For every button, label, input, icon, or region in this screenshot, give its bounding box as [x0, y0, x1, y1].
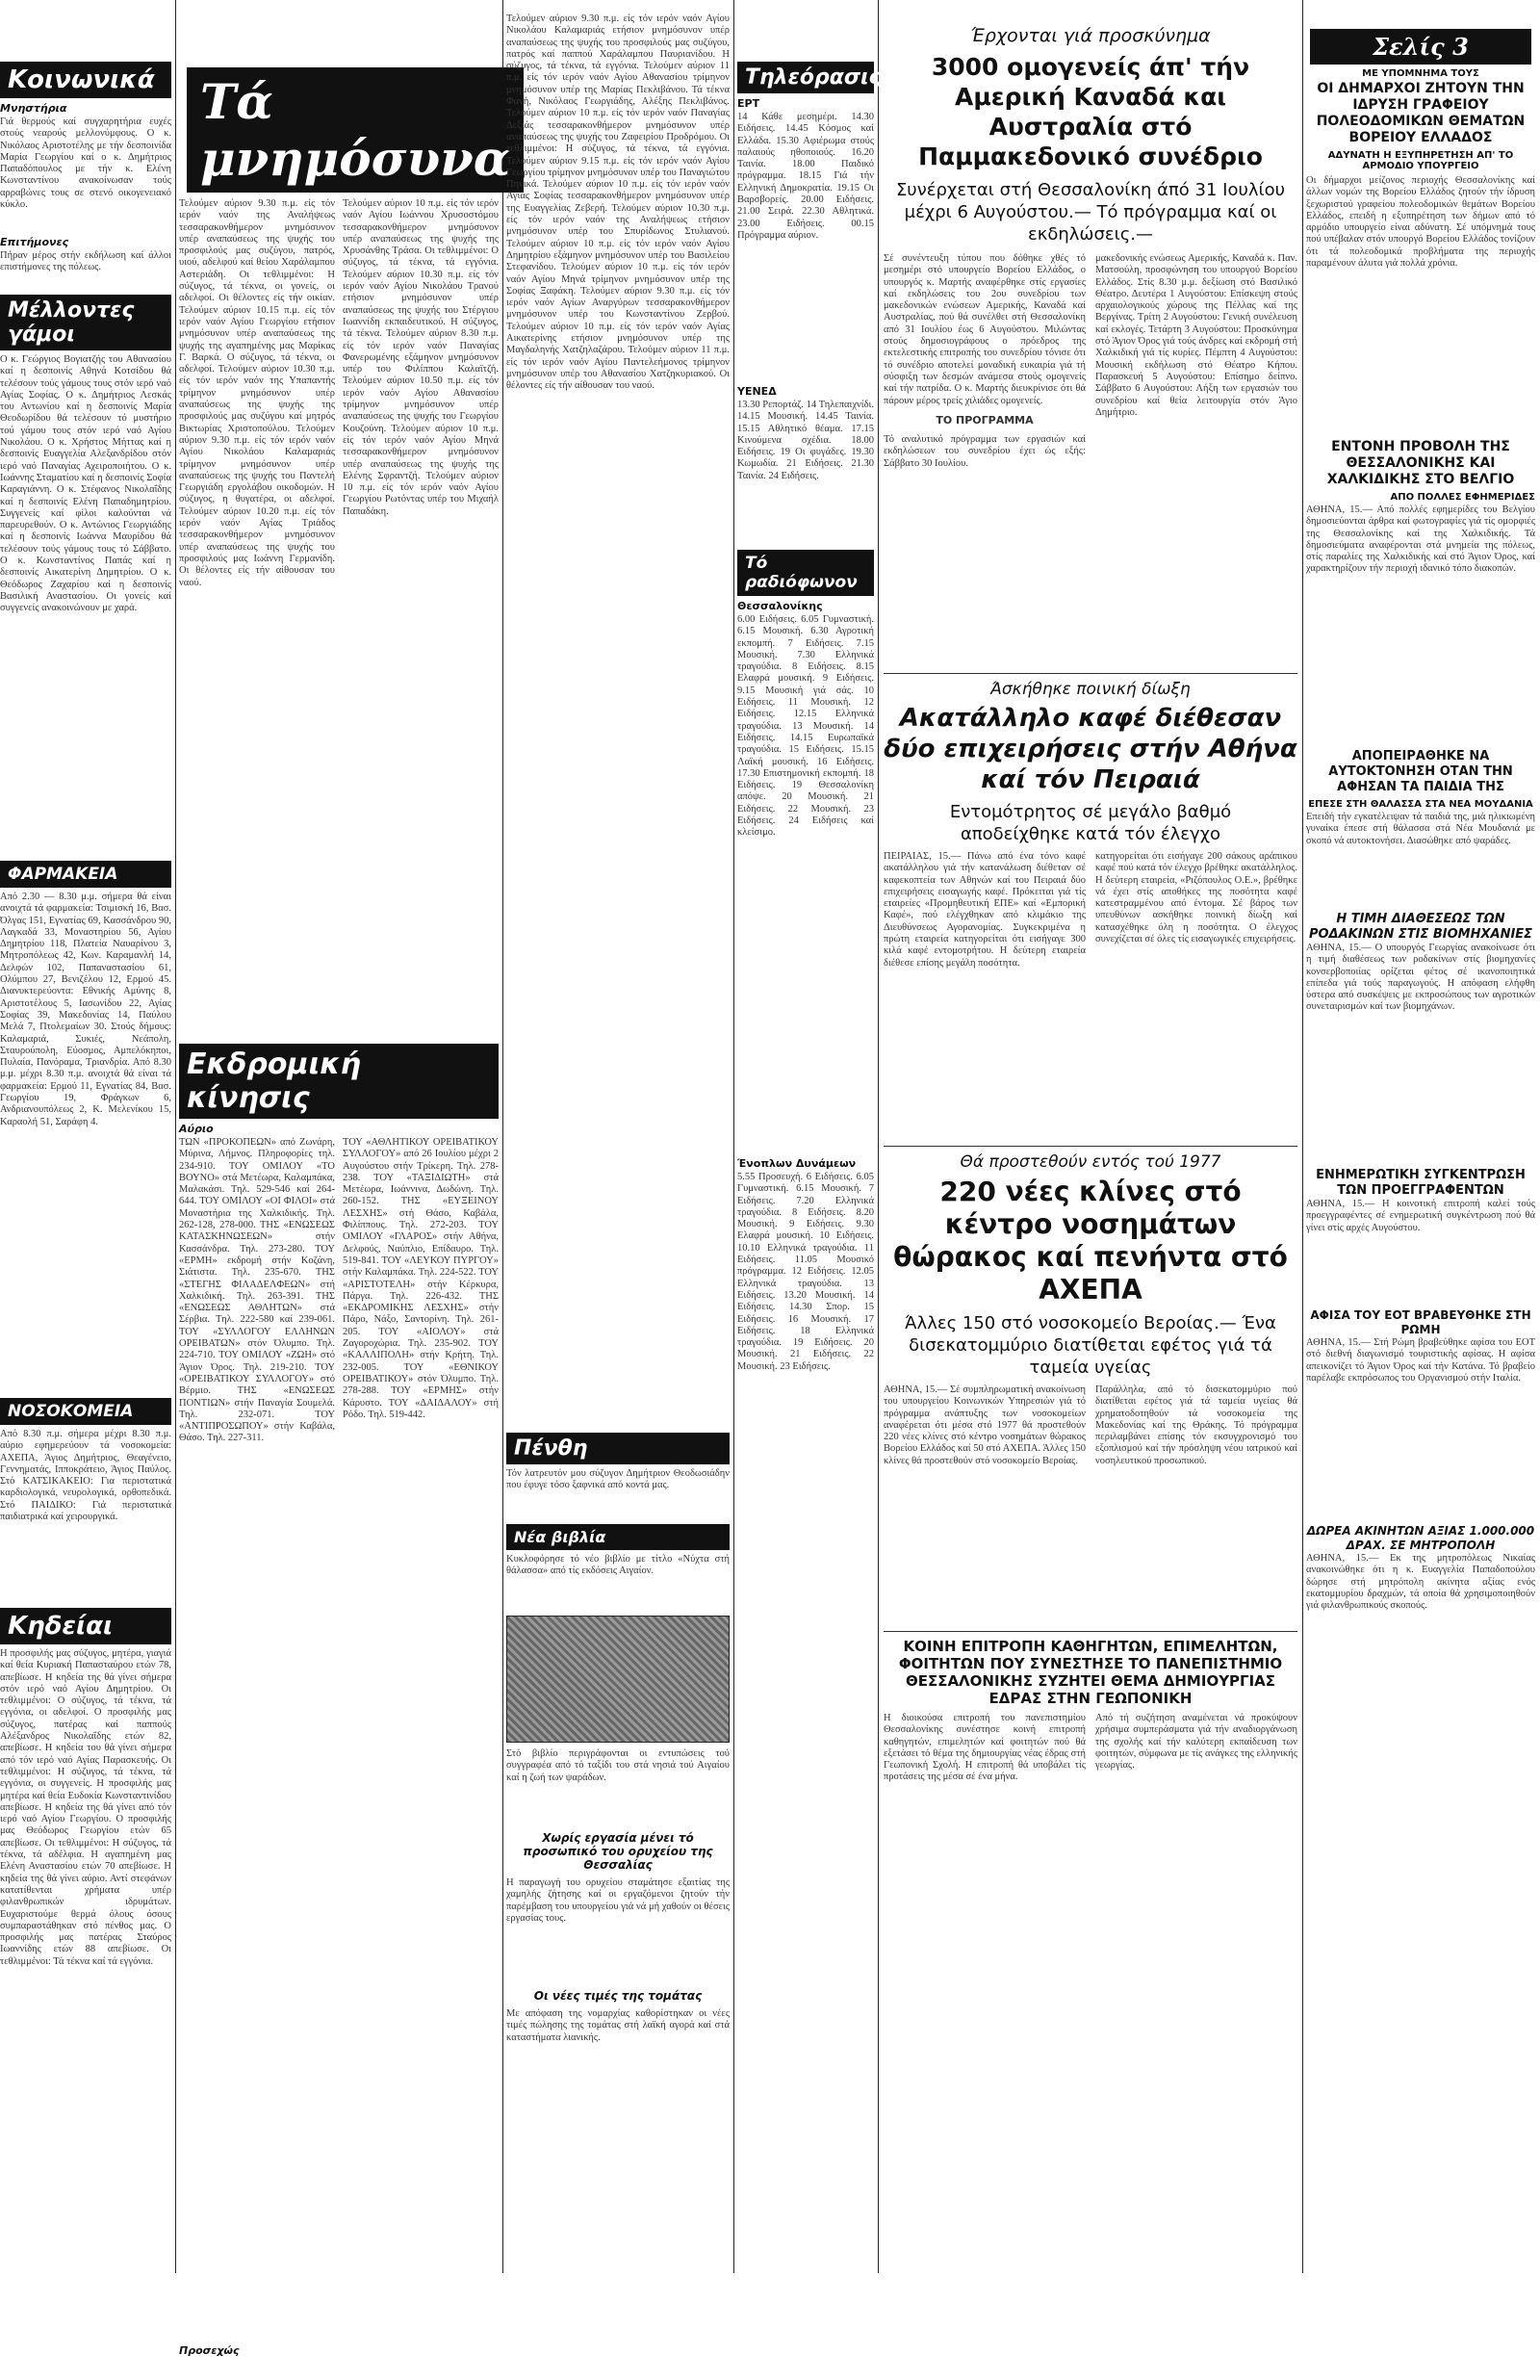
tileorasis-header: Τηλεόρασις: [737, 62, 874, 93]
divider: [884, 1146, 1297, 1147]
text-block: Από 2.30 — 8.30 μ.μ. σήμερα θά είναι ανοιχτά τά φαρμακεία: Τσιμισκή 16, Βασ. Όλγας 151, Εγνατίας 69, Κασσάνδρου 90, Λαγκαδά 33, Μοναστηρίου 56, Αγίου Δημητρίου 118, Πλατεία Ναυαρίνου 3, Μητροπόλεως 42, Κων. Καραμανλή 14, Δελφών 102, Παπαναστασίου 61, Ολύμπου 27, Βενιζέλου 12, Ερμού 45. Διανυκτερεύοντα: Εθνικής Αμύνης 8, Αριστοτέλους 5, Ιασωνίδου 22, Αγίας Σοφίας 39, Μακεδονίας 14, Παύλου Μελά 7, Πτολεμαίων 30. Στούς δήμους: Καλαμαριά, Συκιές, Νεάπολη, Σταυρούπολη, Εύοσμος, Αμπελόκηποι, Πυλαία, Πανόραμα, Τριανδρία. Από 8.30 μ.μ. μέχρι 8.30 π.μ. ανοιχτά θά είναι τά φαρμακεία: Ερμού 11, Εγνατίας 84, Βασ. Γεωργίου 19, Φράγκων 6, Ανδριανουπόλεως 2, Κ. Μελενίκου 15, Καραολή 51, Σαράφη 4.: [0, 892, 171, 1127]
text-block: Σέ συνέντευξη τύπου που δόθηκε χθές τό μεσημέρι στό υπουργείο Βορείου Ελλάδος, ο υπουργός κ. Μαρτής αναφέρθηκε στίς εργασίες καί εκδηλώσεις του 2ου συνεδρίου των μακεδονικών ενώσεων Αμερικής, Καναδά καί Αυστραλίας, πού θά συνέλθει στή Θεσσαλονίκη από 31 Ιουλίου έως 6 Αυγούστου. Μιλώντας στούς δημοσιογράφους ο πρόεδρος της εκτελεστικής επιτροπής του συνεδρίου τόνισε ότι τό συνέδριο αποτελεί μοναδική ευκαιρία γιά τή σύσφιξη των δεσμών ανάμεσα στούς ομογενείς καί τήν πατρίδα. Ο κ. Μαρτής διευκρίνισε ότι θά πάρουν μέρος τρείς χιλιάδες ομογενείς. ΤΟ ΠΡΟΓΡΑΜΜΑ Τό αναλυτικό πρόγραμμα των εργασιών καί εκδηλώσεων του συνεδρίου έχει ώς εξής: Σάββατο 30 Ιουλίου.: [884, 253, 1086, 469]
chores-ergasia-head: Χωρίς εργασία μένει τό προσωπικό του ορυχείου της Θεσσαλίας: [523, 1831, 713, 1872]
text-block: μακεδονικής ενώσεως Αμερικής, Καναδά κ. Παν. Ματσούλη, προσφώνηση του υπουργού Βορείου Ελλάδος. Στίς 8.30 μ.μ. δεξίωση στό Βασιλικό Θέατρο. Δευτέρα 1 Αυγούστου: Επίσκεψη στούς αρχαιολογικούς χώρους της Πέλλας καί της Βεργίνας. Τρίτη 2 Αυγούστου: Γενική συνέλευση καί εκλογές. Τετάρτη 3 Αυγούστου: Προσκύνημα στό Άγιον Όρος γιά τούς άνδρες καί εκδρομή στή Χαλκιδική γιά τίς κυρίες. Πέμπτη 4 Αυγούστου: Μουσική εκδήλωση στό Θέατρο Κήπου. Παρασκευή 5 Αυγούστου: Επίσημο δείπνο. Σάββατο 6 Αυγούστου: Λήξη των εργασιών του συνεδρίου καί θεία λειτουργία στόν Άγιο Δημήτριο.: [1095, 253, 1297, 418]
mnistiria-subhead: Μνηστήρια: [0, 102, 67, 115]
text-block: Η διοικούσα επιτροπή του πανεπιστημίου Θεσσαλονίκης συνέστησε κοινή επιτροπή καθηγητών, επιμελητών καί φοιτητών πού θά εξετάσει τό θέμα της δημιουργίας νέας έδρας στή Γεωπονική Σχολή. Η επιτροπή θά υποβάλει τίς προτάσεις της μέσα σέ ένα μήνα.: [884, 1713, 1086, 1783]
headline-geoponiki: ΚΟΙΝΗ ΕΠΙΤΡΟΠΗ ΚΑΘΗΓΗΤΩΝ, ΕΠΙΜΕΛΗΤΩΝ, ΦΟΙΤΗΤΩΝ ΠΟΥ ΣΥΝΕΣΤΗΣΕ ΤΟ ΠΑΝΕΠΙΣΤΗΜΙΟ ΘΕΣΣΑΛΟΝΙΚΗΣ ΣΥΖΗΤΕΙ ΘΕΜΑ ΔΗΜΙΟΥΡΓΙΑΣ ΕΔΡΑΣ ΣΤΗΝ ΓΕΩΠΟΝΙΚΗ: [898, 1638, 1283, 1707]
sub-dimarchoi: ΑΔΥΝΑΤΗ Η ΕΞΥΠΗΡΕΤΗΣΗ ΑΠ' ΤΟ ΑΡΜΟΔΙΟ ΥΠΟΥΡΓΕΙΟ: [1327, 150, 1514, 171]
column-news: [884, 0, 1297, 2273]
subhead-kafe: Εντομότρητος σέ μεγάλο βαθμό αποδείχθηκε κατά τόν έλεγχο: [949, 802, 1232, 844]
column-rule: [878, 0, 879, 2273]
head-afisa: ΑΦΙΣΑ ΤΟΥ ΕΟΤ ΒΡΑΒΕΥΘΗΚΕ ΣΤΗ ΡΩΜΗ: [1310, 1308, 1531, 1336]
ekdromiki-header: Εκδρομική κίνησις: [179, 1044, 499, 1119]
column-memorials: [179, 0, 511, 2357]
nosokomeia-header: ΝΟΣΟΚΟΜΕΙΑ: [0, 1398, 171, 1425]
text-block: ΤΟΥ «ΑΘΛΗΤΙΚΟΥ ΟΡΕΙΒΑΤΙΚΟΥ ΣΥΛΛΟΓΟΥ» από 26 Ιουλίου μέχρι 2 Αυγούστου στήν Τρίκερη. Τηλ. 278-238. ΤΟΥ «ΤΑΞΙΔΙΩΤΗ» στά Μετέωρα, Ιωάννινα, Δωδώνη. Τηλ. 260-152. ΤΗΣ «ΕΥΞΕΙΝΟΥ ΛΕΣΧΗΣ» στή Θάσο, Καβάλα, Φιλίππους. Τηλ. 272-203. ΤΟΥ ΟΜΙΛΟΥ «ΓΛΑΡΟΣ» στήν Αθήνα, Δελφούς, Ναύπλιο, Επίδαυρο. Τηλ. 519-841. ΤΟΥ «ΛΕΥΚΟΥ ΠΥΡΓΟΥ» στήν Καλαμπάκα. Τηλ. 224-522. ΤΟΥ «ΑΡΙΣΤΟΤΕΛΗ» στήν Κέρκυρα, Πάργα. Τηλ. 226-432. ΤΗΣ «ΕΚΔΡΟΜΙΚΗΣ ΛΕΣΧΗΣ» στήν Πάρο, Νάξο, Σαντορίνη. Τηλ. 261-205. ΤΟΥ «ΑΙΟΛΟΥ» στά Ζαγοροχώρια. Τηλ. 235-902. ΤΟΥ «ΚΑΛΛΙΠΟΛΗ» στήν Κρήτη. Τηλ. 232-005. ΤΟΥ «ΕΘΝΙΚΟΥ ΟΡΕΙΒΑΤΙΚΟΥ» στόν Όλυμπο. Τηλ. 278-288. ΤΟΥ «ΕΡΜΗΣ» στήν Κάρυστο. ΤΟΥ «ΔΑΙΔΑΛΟΥ» στή Ρόδο. Τηλ. 519-442.: [343, 1137, 499, 1420]
text-block: Πήραν μέρος στήν εκδήλωση καί άλλοι επιστήμονες της πόλεως.: [0, 250, 171, 273]
column-rule: [1302, 0, 1303, 2273]
column-memorials-cont: [506, 0, 730, 2273]
kicker-omogeneis: Έρχονται γιά προσκύνημα: [970, 25, 1211, 46]
headline-klines: 220 νέες κλίνες στό κέντρο νοσημάτων θώρακος καί πενήντα στό ΑΧΕΠΑ: [893, 1176, 1288, 1306]
enoplon-label: Ένοπλων Δυνάμεων: [737, 1157, 857, 1170]
text-block: ΑΘΗΝΑ, 15.— Σέ συμπληρωματική ανακοίνωση του υπουργείου Κοινωνικών Υπηρεσιών γιά τό πρόγραμμα ανάπτυξης των νοσοκομείων αναφέρεται ότι μέσα στό 1977 θά προστεθούν 220 νέες κλίνες στό κέντρο νοσημάτων θώρακος Βορείου Ελλάδος καί 50 στό ΑΧΕΠΑ. Άλλες 150 κλίνες θά προστεθούν στό νοσοκομείο Βεροίας.: [884, 1384, 1086, 1466]
sub-velgio: ΑΠΟ ΠΟΛΛΕΣ ΕΦΗΜΕΡΙΔΕΣ: [1390, 492, 1535, 503]
text-block: Ο κ. Γεώργιος Βογιατζής του Αθανασίου καί η δεσποινίς Αθηνά Κοτσίδου θά τελέσουν τούς γάμους τους στόν ιερό ναό Αγίας Σοφίας. Ο κ. Δημήτριος Λεσκάς του Αντωνίου καί η δεσποινίς Μαρία Θεοδωρίδου θά τελέσουν τό μυστήριο τού γάμου τους στόν ιερό ναό Αγίου Νικολάου. Ο κ. Χρήστος Μήττας καί η δεσποινίς Ευαγγελία Αλεξανδρίδου στόν ιερό ναό Παναγίας Αχειροποιήτου. Ο κ. Ιωάννης Σταματίου καί η δεσποινίς Σοφία Καραγιάννη. Ο κ. Στέφανος Νικολαΐδης καί η δεσποινίς Ελένη Παπαδημητρίου. Συγγενείς καί φίλοι καλούνται νά παρευρεθούν. Ο κ. Αντώνιος Γεωργιάδης καί η δεσποινίς Ιωάννα Μαυρίδου θά τελέσουν τούς γάμους τους τό Σάββατο. Ο κ. Κωνσταντίνος Παπάς καί η δεσποινίς Αικατερίνη Δημητρίου. Ο κ. Θεόδωρος Ζαχαρίου καί η δεσποινίς Βασιλική Αναστασίου. Οι γονείς καί συγγενείς ανακοινώνουν με χαρά.: [0, 354, 171, 614]
yened-label: ΥΕΝΕΔ: [737, 385, 777, 398]
text-block: Τελούμεν αύριον 9.30 π.μ. είς τόν ιερόν ναόν της Αναλήψεως τεσσαρακονθήμερον μνημόσυνον υπέρ αναπαύσεως της ψυχής του προσφιλούς μας συζύγου, πατρός, υιού, αδελφού καί θείου Χαράλαμπου Αστεριάδη. Οι τεθλιμμένοι: Η σύζυγος, τά τέκνα, οι γονείς, οι αδελφοί. Οι θέλοντες είς τήν οικίαν. Τελούμεν αύριον 10.15 π.μ. είς τόν ιερόν ναόν Αγίου Γεωργίου ετήσιον μνημόσυνον υπέρ αναπαύσεως της ψυχής της αγαπημένης μας Μαρίκας Γ. Βαρκά. Ο σύζυγος, τά τέκνα, οι αδελφοί. Τελούμεν αύριον 10.30 π.μ. είς τόν ιερόν ναόν της Υπαπαντής τρίμηνον μνημόσυνον υπέρ αναπαύσεως της ψυχής της προσφιλούς μας συζύγου καί μητρός Βικτωρίας Χριστοπούλου. Τελούμεν αύριον 9.30 π.μ. είς τόν ιερόν ναόν Αγίου Νικολάου Καλαμαριάς τρίμηνον μνημόσυνον υπέρ αναπαύσεως της ψυχής του Παντελή Γεωργιάδη εργολάβου οικοδομών. Η σύζυγος, η θυγατέρα, οι αδελφοί. Τελούμεν αύριον 10.20 π.μ. είς τόν ιερόν ναόν Αγίας Τριάδος τεσσαρακονθήμερον μνημόσυνον υπέρ αναπαύσεως της ψυχής του προσφιλούς μας Ιωάννη Γερμανίδη. Οι θέλοντες είς τήν αίθουσαν του ναού.: [179, 198, 335, 588]
text-block: 14 Κάθε μεσημέρι. 14.30 Ειδήσεις. 14.45 Κόσμος καί Ελλάδα. 15.30 Αφιέρωμα στούς παλαιούς ηθοποιούς. 16.20 Ταινία. 18.00 Παιδικό πρόγραμμα. 18.15 Γιά τήν Ελληνική Δημοκρατία. 19.15 Οι Βαρσβορείς. 20.00 Ειδήσεις. 21.00 Σειρά. 22.30 Αθλητικά. 23.00 Ειδήσεις. 00.15 Πρόγραμμα αύριον.: [737, 112, 874, 241]
koinonika-header: Κοινωνικά: [0, 62, 171, 98]
column-right: [1306, 0, 1535, 2273]
nees-times-head: Οι νέες τιμές της τομάτας: [533, 1989, 703, 2003]
headline-omogeneis: 3000 ομογενείς άπ' τήν Αμερική Καναδά και Αυστραλία στό Παμμακεδονικό συνέδριο: [918, 53, 1263, 170]
text-block: ΤΩΝ «ΠΡΟΚΟΠΕΩΝ» από Ζωνάρη, Μύρινα, Λήμνος. Πληροφορίες τηλ. 234-910. ΤΟΥ ΟΜΙΛΟΥ «ΤΟ ΒΟΥΝΟ» στά Μετέωρα, Καλαμπάκα, Μαλακάσι. Τηλ. 529-546 καί 264-644. ΤΟΥ ΟΜΙΛΟΥ «ΟΙ ΦΙΛΟΙ» στά Μοναστήρια της Χαλκιδικής. Τηλ. 262-128, 278-000. ΤΗΣ «ΕΝΩΣΕΩΣ ΚΑΤΑΣΚΗΝΩΣΕΩΝ» στήν Κασσάνδρα. Τηλ. 273-280. ΤΟΥ «ΕΡΜΗ» εκδρομή στήν Κοζάνη, Σιάτιστα. Τηλ. 235-670. ΤΗΣ «ΣΤΕΓΗΣ ΦΙΛΑΔΕΛΦΕΩΝ» στή Χαλκιδική. Τηλ. 263-391. ΤΗΣ «ΕΝΩΣΕΩΣ ΑΘΛΗΤΩΝ» στά Σέρβια. Τηλ. 222-580 καί 239-061. ΤΟΥ «ΣΥΛΛΟΓΟΥ ΕΛΛΗΝΩΝ ΟΡΕΙΒΑΤΩΝ» στόν Όλυμπο. Τηλ. 224-710. ΤΟΥ ΟΜΙΛΟΥ «ΖΩΗ» στό Άγιον Όρος. Τηλ. 219-210. ΤΟΥ «ΟΡΕΙΒΑΤΙΚΟΥ ΣΥΛΛΟΓΟΥ» στό Βέρμιο. ΤΗΣ «ΕΝΩΣΕΩΣ ΠΟΝΤΙΩΝ» στήν Παναγία Σουμελά. Τηλ. 232-071. ΤΟΥ «ΑΝΤΙΠΡΟΣΩΠΟΥ» στήν Καβάλα, Θάσο. Τηλ. 227-311.: [179, 1137, 335, 1444]
divider: [884, 1631, 1297, 1632]
head-rodakina: Η ΤΙΜΗ ΔΙΑΘΕΣΕΩΣ ΤΩΝ ΡΟΔΑΚΙΝΩΝ ΣΤΙΣ ΒΙΟΜΗΧΑΝΙΕΣ: [1308, 912, 1533, 942]
subhead-klines: Άλλες 150 στό νοσοκομείο Βεροίας.— Ένα δισεκατομμύριο διατίθεται εφέτος γιά τά ταμεία υγείας: [905, 1313, 1276, 1378]
head-dorea: ΔΩΡΕΑ ΑΚΙΝΗΤΩΝ ΑΞΙΑΣ 1.000.000 ΔΡΑΧ. ΣΕ ΜΗΤΡΟΠΟΛΗ: [1306, 1524, 1535, 1552]
head-proeggrafenton: ΕΝΗΜΕΡΩΤΙΚΗ ΣΥΓΚΕΝΤΡΩΣΗ ΤΩΝ ΠΡΟΕΓΓΡΑΦΕΝΤΩΝ: [1316, 1168, 1526, 1198]
divider: [884, 673, 1297, 674]
head-dimarchoi: ΟΙ ΔΗΜΑΡΧΟΙ ΖΗΤΟΥΝ ΤΗΝ ΙΔΡΥΣΗ ΓΡΑΦΕΙΟΥ ΠΟΛΕΟΔΟΜΙΚΩΝ ΘΕΜΑΤΩΝ ΒΟΡΕΙΟΥ ΕΛΛΑΔΟΣ: [1316, 81, 1526, 145]
nea-biblia-header: Νέα βιβλία: [506, 1524, 730, 1550]
text-block: ΑΘΗΝΑ, 15.— Στή Ρώμη βραβεύθηκε αφίσα του ΕΟΤ στό διεθνή διαγωνισμό τουριστικής αφίσας. Η αφίσα απεικονίζει τό Άγιον Όρος καί τήν Κατάνα. Τό βραβείο παρέλαβε εκπρόσωπος του Οργανισμού στήν Ιταλία.: [1306, 1337, 1535, 1384]
programma-subhead: ΤΟ ΠΡΟΓΡΑΜΜΑ: [936, 413, 1034, 427]
thessalonikis-label: Θεσσαλονίκης: [737, 600, 823, 612]
head-velgio: ΕΝΤΟΝΗ ΠΡΟΒΟΛΗ ΤΗΣ ΘΕΣΣΑΛΟΝΙΚΗΣ ΚΑΙ ΧΑΛΚΙΔΙΚΗΣ ΣΤΟ ΒΕΛΓΙΟ: [1326, 439, 1515, 487]
column-rule: [502, 0, 503, 2273]
kicker-kafe: Άσκήθηκε ποινική δίωξη: [990, 680, 1191, 699]
text-block: 5.55 Προσευχή. 6 Ειδήσεις. 6.05 Γυμναστική. 6.15 Μουσική. 7 Ειδήσεις. 7.20 Ελληνικά τραγούδια. 8 Ειδήσεις. 8.20 Μουσική. 9 Ειδήσεις. 9.30 Ελαφρά μουσική. 10 Ειδήσεις. 10.10 Ελληνικά τραγούδια. 11 Ειδήσεις. 11.05 Μουσικό πρόγραμμα. 12 Ειδήσεις. 12.05 Ελληνικά τραγούδια. 13 Ειδήσεις. 13.20 Μουσική. 14 Ειδήσεις. 14.30 Σπορ. 15 Ειδήσεις. 16 Μουσική. 17 Ειδήσεις. 18 Ελληνικά τραγούδια. 19 Ειδήσεις. 20 Μουσική. 21 Ειδήσεις. 22 Μουσική. 23 Ειδήσεις.: [737, 1172, 874, 1372]
prosechos-subhead: Προσεχώς: [179, 2344, 240, 2357]
column-broadcast: [737, 0, 882, 2273]
text-block: Τελούμεν αύριον 9.30 π.μ. είς τόν ιερόν ναόν Αγίου Νικολάου Καλαμαριάς ετήσιον μνημόσυνον υπέρ αναπαύσεως της ψυχής του προσφιλούς μας συζύγου, πατρός καί παππού Χαράλαμπου Παυριανίδου. Η σύζυγος, τά τέκνα, τά εγγόνια. Τελούμεν αύριον 11 π.μ. είς τόν ιερόν ναόν Αγίου Αθανασίου τρίμηνον μνημόσυνον υπέρ της Μαρίας Πεκλιβάνου. Τά τέκνα Φανή, Νικόλαος Γεωργιάδης, Αλέξης Πεκλιβάνος. Τελούμεν αύριον 10 π.μ. είς τόν ιερόν ναόν Παναγίας Δεξιάς τεσσαρακονθήμερον μνημόσυνον υπέρ αναπαύσεως της ψυχής του Ζαφειρίου Προδρόμου. Οι τεθλιμμένοι: Η σύζυγος, τά τέκνα, τά εγγόνια. Τελούμεν αύριον 9.15 π.μ. είς τόν ιερόν ναόν Αγίου Γεωργίου τρίμηνον μνημόσυνον υπέρ του Παναγιώτου Πηνικά. Τελούμεν αύριον 10 π.μ. είς τόν ιερόν ναόν Αγίας Σοφίας τεσσαρακονθήμερον μνημόσυνον υπέρ της Ευαγγελίας Ζεβερή. Τελούμεν αύριον 10.30 π.μ. είς τόν ιερόν ναόν της Αναλήψεως ετήσιον μνημόσυνον υπέρ του Σπυρίδωνος Στυλιανού. Τελούμεν αύριον 10 π.μ. είς τόν ιερόν ναόν Αγίου Δημητρίου εξάμηνον μνημόσυνον υπέρ του Βασιλείου Στεφανίδου. Τελούμεν αύριον 10 π.μ. είς τόν ιερόν ναόν Αγίου Μηνά τρίμηνον μνημόσυνον υπέρ της Σοφίας Ξαφάκη. Τελούμεν αύριον 9.30 π.μ. είς τόν ιερόν ναόν Αγίων Αναργύρων τεσσαρακονθήμερον μνημόσυνον υπέρ του Κωνσταντίνου Ζερβού. Τελούμεν αύριον 10 π.μ. είς τόν ιερόν ναόν Αγίας Αικατερίνης ετήσιον μνημόσυνον υπέρ της Μαγδαληνής Χατζηλαζάρου. Τελούμεν αύριον 11 π.μ. είς τόν ιερόν ναόν Αγίου Παντελεήμονος τρίμηνον μνημόσυνον υπέρ του Αθανασίου Χατζηκυριακού. Οι θέλοντες είς τήν αίθουσαν του ναού.: [506, 13, 730, 392]
head-autoktonia: ΑΠΟΠΕΙΡΑΘΗΚΕ ΝΑ ΑΥΤΟΚΤΟΝΗΣΗ ΟΤΑΝ ΤΗΝ ΑΦΗΣΑΝ ΤΑ ΠΑΙΔΙΑ ΤΗΣ: [1328, 749, 1513, 794]
text-block: ΑΘΗΝΑ, 15.— Εκ της μητροπόλεως Νικαίας ανακοινώθηκε ότι η κ. Ευαγγελία Παπαδοπούλου δώρησε στή μητρόπολη ακίνητα αξίας ενός εκατομμυρίου δραχμών, τά οποία θά χρησιμοποιηθούν γιά φιλανθρωπικούς σκοπούς.: [1306, 1553, 1535, 1612]
book-photo: [506, 1616, 730, 1743]
memo-label: ΜΕ ΥΠΟΜΝΗΜΑ ΤΟΥΣ: [1362, 68, 1479, 79]
text-block: κατηγορείται ότι εισήγαγε 200 σάκους αράπικου καφέ πού κατά τόν έλεγχο βρέθηκε ακατάλληλος. Η δεύτερη εταιρεία, «Ριζόπουλος Ο.Ε.», βρέθηκε νά έχει στίς αποθήκες της ποσότητα καφέ κατεστραμμένου από έντομα. Σέ βάρος των υπευθύνων ασκήθηκε ποινική δίωξη καί κατασχέθηκε όλη η ποσότητα. Ο έλεγχος συνεχίζεται σέ όλες τίς εισαγωγικές επιχειρήσεις.: [1095, 851, 1297, 945]
avrio-subhead: Αύριο: [179, 1123, 214, 1135]
text-block: Παράλληλα, από τό δισεκατομμύριο πού διατίθεται εφέτος γιά τά ταμεία υγείας θά χρηματοδοτηθούν τά νοσοκομεία της Μακεδονίας καί της Θράκης. Τό πρόγραμμα περιλαμβάνει επίσης τόν εκσυγχρονισμό του εξοπλισμού καί τήν πρόσληψη νέου ιατρικού καί νοσηλευτικού προσωπικού.: [1095, 1384, 1297, 1466]
text-block: Η προσφιλής μας σύζυγος, μητέρα, γιαγιά καί θεία Κυριακή Παπασταύρου ετών 78, απεβίωσε. Η κηδεία της θά γίνει σήμερα στόν ιερό ναό Αγίου Δημητρίου. Οι τεθλιμμένοι: Ο σύζυγος, τά τέκνα, τά εγγόνια, οι αδελφοί. Ο προσφιλής μας σύζυγος, πατέρας καί παππούς Αλέξανδρος Νικολαΐδης ετών 82, απεβίωσε. Η κηδεία του θά γίνει σήμερα από τόν ιερό ναό Αγίας Παρασκευής. Οι τεθλιμμένοι: Η σύζυγος, τά τέκνα, τά εγγόνια, οι συγγενείς. Η προσφιλής μας μητέρα καί θεία Ευδοκία Κωνσταντινίδου απεβίωσε. Η κηδεία της θά γίνει από τόν ιερό ναό Αγίου Γεωργίου. Ο προσφιλής μας Θεόδωρος Γεωργίου ετών 65 απεβίωσε. Οι τεθλιμμένοι: Η σύζυγος, τά τέκνα, τά αδέλφια. Η αγαπημένη μας Ελένη Αναστασίου ετών 70 απεβίωσε. Η κηδεία της θά γίνει αύριο. Αντί στεφάνων κατατίθενται χρήματα υπέρ φιλανθρωπικών ιδρυμάτων. Ευχαριστούμε θερμά όλους όσους συμπαραστάθηκαν στό πένθος μας. Ο προσφιλής μας πατέρας Σταύρος Ιωαννίδης ετών 88 απεβίωσε. Οι τεθλιμμένοι: Τά τέκνα καί τά εγγόνια.: [0, 1648, 171, 1967]
text-block: Επειδή τήν εγκατέλειψαν τά παιδιά της, μιά ηλικιωμένη γυναίκα έπεσε στή θάλασσα στά Νέα Μουδανιά με σκοπό νά αυτοκτονήσει. Διασώθηκε από ψαράδες.: [1306, 812, 1535, 846]
text-block: Τελούμεν αύριον 10 π.μ. είς τόν ιερόν ναόν Αγίου Ιωάννου Χρυσοστόμου τεσσαρακονθήμερον μνημόσυνον υπέρ αναπαύσεως της ψυχής της Χρυσάνθης Τράσα. Οι τεθλιμμένοι: Ο σύζυγος, τά τέκνα, τά εγγόνια. Τελούμεν αύριον 10.30 π.μ. είς τόν ιερόν ναόν Αγίου Νικολάου Τρανού ετήσιον μνημόσυνον υπέρ αναπαύσεως της ψυχής του Στέργιου Ιωαννίδη εκπαιδευτικού. Η σύζυγος, τά τέκνα. Τελούμεν αύριον 8.30 π.μ. είς τόν ιερόν ναόν Παναγίας Φανερωμένης εξάμηνον μνημόσυνον υπέρ του Φιλίππου Καλαϊτζή. Τελούμεν αύριον 10.50 π.μ. είς τόν ιερόν ναόν Αγίου Αθανασίου τρίμηνον μνημόσυνον υπέρ αναπαύσεως της ψυχής του Γεωργίου Κουζούνη. Τελούμεν αύριον 10 π.μ. είς τόν ιερόν ναόν Αγίου Μηνά τεσσαρακονθήμερον μνημόσυνον υπέρ αναπαύσεως της ψυχής της Ελένης Σφραντζή. Τελούμεν αύριον 10 π.μ. είς τόν ιερόν ναόν Αγίου Γεωργίου Ρωτόντας υπέρ του Μιχαήλ Παπαδάκη.: [343, 198, 499, 517]
penthi-header: Πένθη: [506, 1433, 730, 1464]
text-block: Τόν λατρευτόν μου σύζυγον Δημήτριον Θεοδωσιάδην που έφυγε τόσο ξαφνικά από κοντά μας.: [506, 1468, 730, 1491]
mellontes-gamoi-header: Μέλλοντες γάμοι: [0, 295, 171, 350]
section-badge: Σελίς 3: [1310, 29, 1531, 65]
text-block: 6.00 Ειδήσεις. 6.05 Γυμναστική. 6.15 Μουσική. 6.30 Αγροτική εκπομπή. 7 Ειδήσεις. 7.15 Μουσική. 7.30 Ελληνικά τραγούδια. 8 Ειδήσεις. 8.15 Ελαφρά μουσική. 9 Ειδήσεις. 9.15 Μουσική γιά σάς. 10 Ειδήσεις. 11 Μουσική. 12 Ειδήσεις. 12.15 Ελληνικά τραγούδια. 13 Μουσική. 14 Ειδήσεις. 14.15 Ευρωπαϊκά τραγούδια. 15 Ειδήσεις. 15.15 Λαϊκή μουσική. 16 Ειδήσεις. 17.30 Επιστημονική εκπομπή. 18 Ειδήσεις. 19 Θεσσαλονίκη απόψε. 20 Μουσική. 21 Ειδήσεις. 22 Μουσική. 23 Ειδήσεις. 24 Ειδήσεις καί κλείσιμο.: [737, 614, 874, 839]
epitimones-subhead: Επιτήμονες: [0, 236, 69, 248]
text-block: Γιά θερμούς καί συγχαρητήρια ευχές στούς νεαρούς μελλονύμφους. Ο κ. Νικόλαος Αριστοτέλης με τήν δεσποινίδα Μαρία Γεωργίου καί ο κ. Δημήτριος Παπαδόπουλος με τήν κ. Ελένη Κωνσταντίνου ανακοίνωσαν τούς αρραβώνες τους σε στενό οικογενειακό κύκλο.: [0, 116, 171, 211]
mnimosyna-header: Τά μνημόσυνα: [187, 67, 524, 193]
column-rule: [733, 0, 734, 2273]
kideiai-header: Κηδείαι: [0, 1608, 171, 1644]
text-block: Η παραγωγή του ορυχείου σταμάτησε εξαιτίας της χαμηλής ζήτησης καί οι εργαζόμενοι ζητούν τήν παρέμβαση του υπουργείου γιά νά μή χαθούν οι θέσεις εργασίας τους.: [506, 1877, 730, 1924]
kicker-klines: Θά προστεθούν εντός τού 1977: [960, 1152, 1221, 1172]
headline-kafe: Ακατάλληλο καφέ διέθεσαν δύο επιχειρήσεις στήν Αθήνα καί τόν Πειραιά: [884, 704, 1297, 794]
text-block: ΑΘΗΝΑ, 15.— Ο υπουργός Γεωργίας ανακοίνωσε ότι η τιμή διαθέσεως των ροδακίνων στίς βιομηχανίες κονσερβοποιίας ορίζεται φέτος σέ ικανοποιητικά επίπεδα γιά τούς παραγωγούς. Η απόφαση ελήφθη ύστερα από συσκέψεις με εκπροσώπους των αγροτικών συνεταιρισμών καί των βιομηχάνων.: [1306, 943, 1535, 1013]
text-block: 13.30 Ρεπορτάζ. 14 Τηλεπαιχνίδι. 14.15 Μουσική. 14.45 Ταινία. 15.15 Αθλητικό θέαμα. 17.15 Κινούμενα σχέδια. 18.00 Ειδήσεις. 19 Οι φυγάδες. 19.30 Κωμωδία. 21 Ειδήσεις. 21.30 Ταινία. 24 Ειδήσεις.: [737, 400, 874, 481]
text-block: Από τή συζήτηση αναμένεται νά προκύψουν χρήσιμα συμπεράσματα γιά τήν αναδιοργάνωση της σχολής καί τήν καλύτερη εκπαίδευση των φοιτητών, σύμφωνα με τίς ανάγκες της ελληνικής γεωργίας.: [1095, 1713, 1297, 1772]
text-block: Κυκλοφόρησε τό νέο βιβλίο με τίτλο «Νύχτα στή θάλασσα» από τίς εκδόσεις Αιγαίον.: [506, 1554, 730, 1577]
radiofonon-header: Τό ραδιόφωνον: [737, 550, 874, 596]
farmakeia-header: ΦΑΡΜΑΚΕΙΑ: [0, 861, 171, 888]
text-block: ΑΘΗΝΑ, 15.— Από πολλές εφημερίδες του Βελγίου δημοσιεύονται άρθρα καί φωτογραφίες γιά τίς ομορφιές της Θεσσαλονίκης καί της Χαλκιδικής. Τά δημοσιεύματα αναφέρονται στά μνημεία της πόλεως, στίς παραλίες της Χαλκιδικής καί στό Άγιον Όρος, καί χαρακτηρίζουν τήν περιοχή ιδανικό τόπο διακοπών.: [1306, 504, 1535, 575]
column-rule: [175, 0, 176, 2273]
text-block: Από 8.30 π.μ. σήμερα μέχρι 8.30 π.μ. αύριο εφημερεύουν τά νοσοκομεία: ΑΧΕΠΑ, Άγιος Δημήτριος, Θεαγένειο, Γεννηματάς, Ιπποκράτειο, Άγιος Παύλος. Στό ΚΑΤΣΙΚΑΚΕΙΟ: Για περιστατικά καρδιολογικά, νευρολογικά, ορθοπεδικά. Στό ΠΑΙΔΙΚΟ: Γιά περιστατικά παιδιατρικά καί χειρουργικά.: [0, 1429, 171, 1523]
text-block: Με απόφαση της νομαρχίας καθορίστηκαν οι νέες τιμές πώλησης της τομάτας στή λαϊκή αγορά καί στά καταστήματα λιανικής.: [506, 2008, 730, 2043]
sub-autoktonia: ΕΠΕΣΕ ΣΤΗ ΘΑΛΑΣΣΑ ΣΤΑ ΝΕΑ ΜΟΥΔΑΝΙΑ: [1308, 799, 1533, 810]
subhead-omogeneis: Συνέρχεται στή Θεσσαλονίκη άπό 31 Ιουλίου μέχρι 6 Αυγούστου.— Τό πρόγραμμα καί οι εκδηλώσεις.—: [895, 180, 1286, 245]
column-social: [0, 0, 171, 2273]
text-block: ΑΘΗΝΑ, 15.— Η κοινοτική επιτροπή καλεί τούς προεγγραφέντες σέ ενημερωτική συγκέντρωση πού θά γίνει στίς αρχές Αυγούστου.: [1306, 1199, 1535, 1233]
ert-label: ΕΡΤ: [737, 97, 760, 110]
text-block: Στό βιβλίο περιγράφονται οι εντυπώσεις τού συγγραφέα από τό ταξίδι του στά νησιά τού Αιγαίου καί η ζωή των ψαράδων.: [506, 1748, 730, 1783]
text-block: Οι δήμαρχοι μείζονος περιοχής Θεσσαλονίκης καί άλλων νομών της Βορείου Ελλάδος ζητούν τήν ίδρυση ξεχωριστού γραφείου πολεοδομικών θεμάτων Βορείου Ελλάδος, επειδή η εξυπηρέτηση των δήμων από τό αρμόδιο υπουργείο είναι αδύνατη. Σέ υπόμνημά τους πού υπέβαλαν στόν υπουργό Βορείου Ελλάδος τονίζουν ότι τά πολεοδομικά προβλήματα της περιοχής παραμένουν άλυτα γιά πολλά χρόνια.: [1306, 175, 1535, 270]
text-block: ΠΕΙΡΑΙΑΣ, 15.— Πάνω από ένα τόνο καφέ ακατάλληλου γιά τήν κατανάλωση διέθεταν σέ καφεκοπτεία των Αθηνών καί του Πειραιά δύο επιχειρήσεις εισαγωγής καφέ. Πρόκειται γιά τίς εταιρείες «Προμηθευτική ΕΠΕ» καί «Εμπορική Καφέ», πού ελέγχθηκαν από κλιμάκιο της Διευθύνσεως Αγορανομίας. Συγκεκριμένα η πρώτη εταιρεία κατηγορείται ότι εισήγαγε 300 κιλά καφέ εντομοτρήτου. Η δεύτερη εταιρεία διέθεσε επίσης μεγάλη ποσότητα.: [884, 851, 1086, 969]
